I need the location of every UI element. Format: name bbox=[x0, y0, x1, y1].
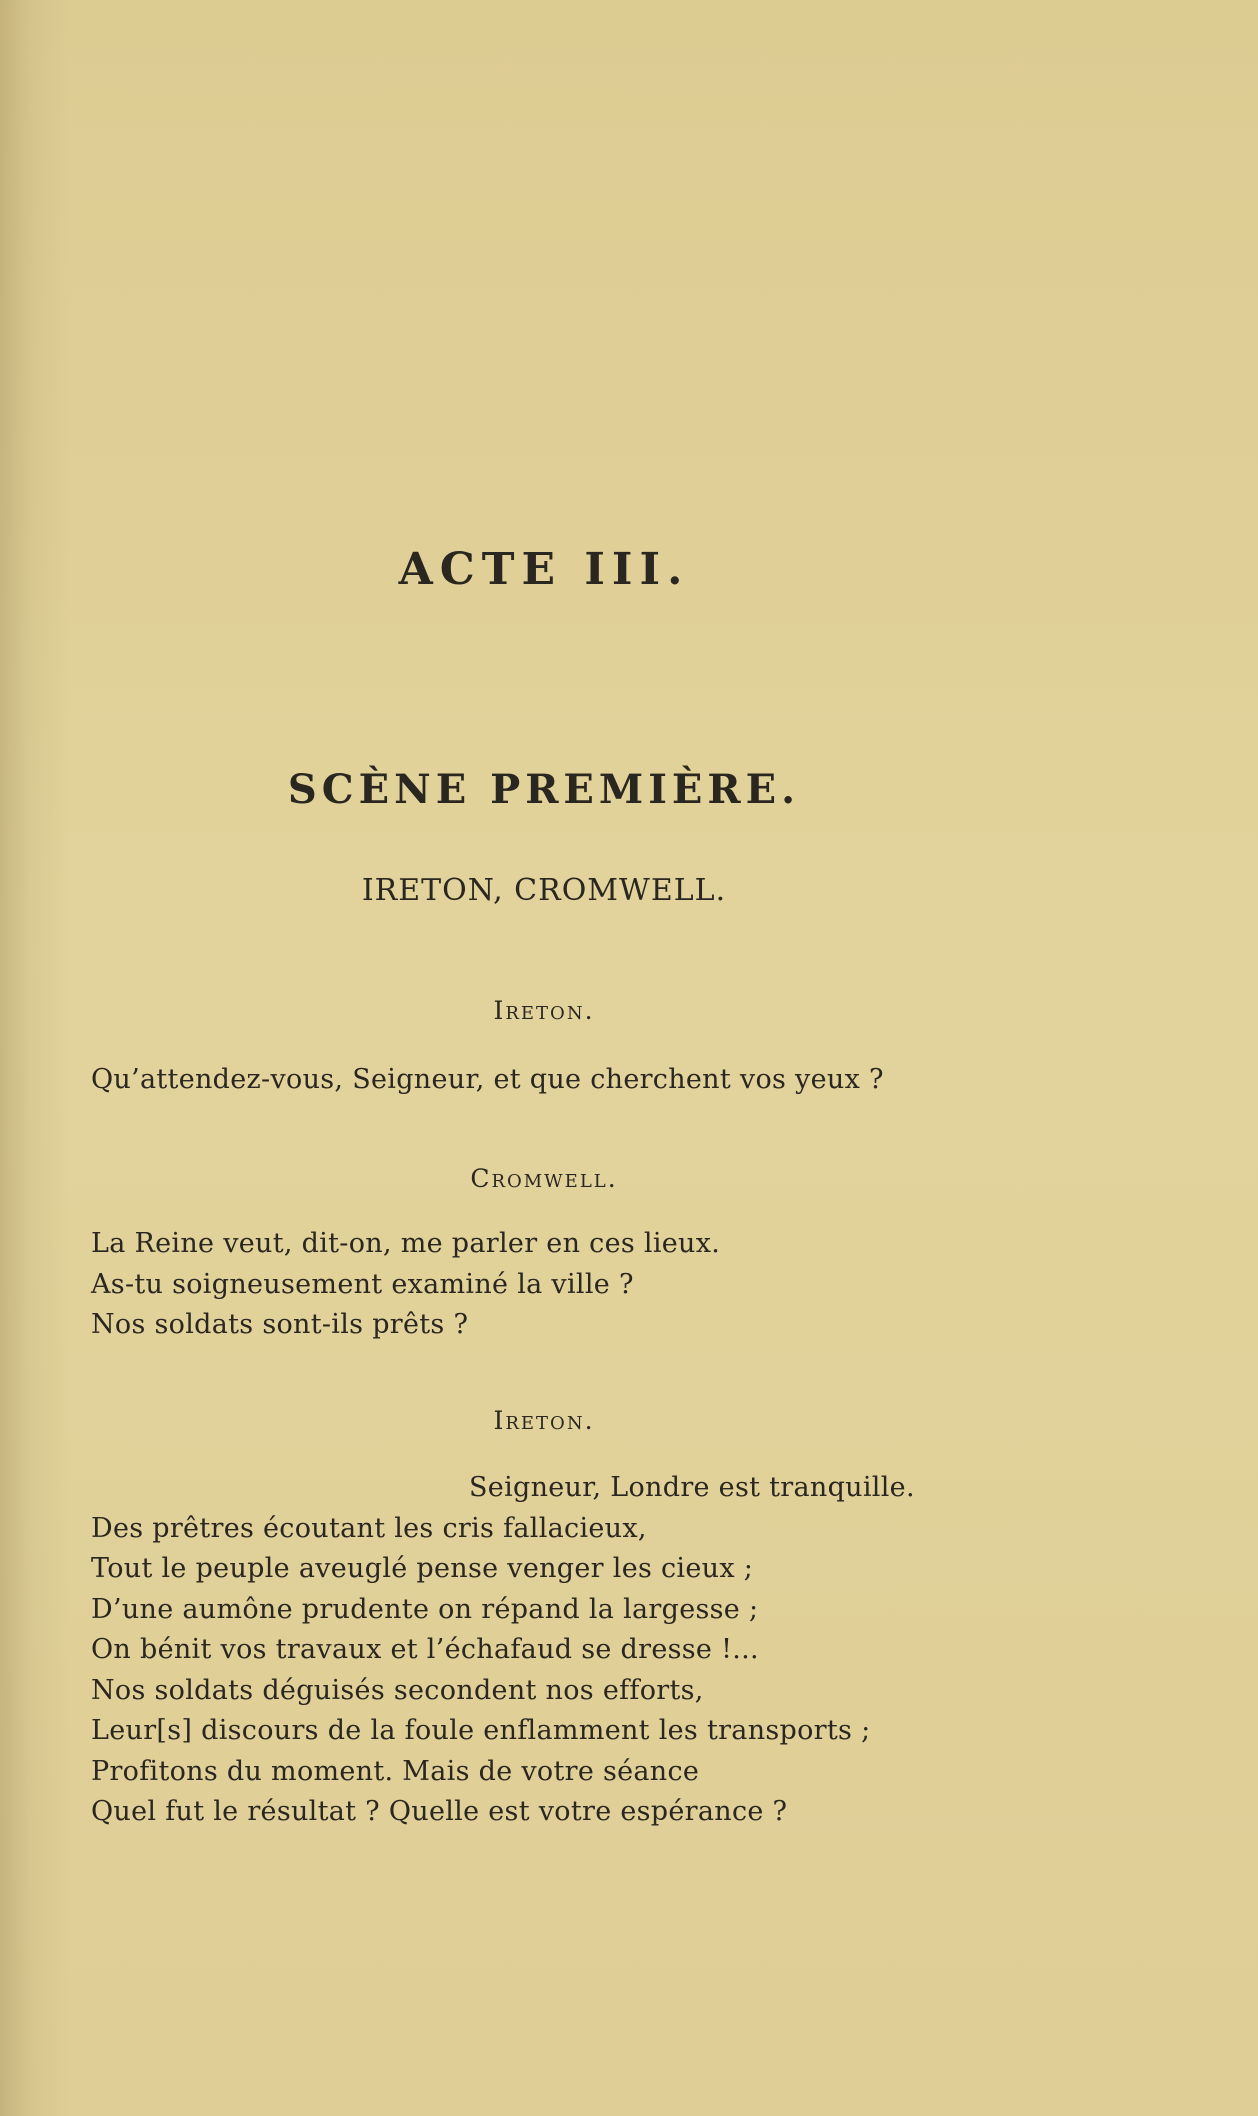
speaker-ireton: Ireton. bbox=[493, 996, 595, 1025]
verse-line: Nos soldats déguisés secondent nos efforts, bbox=[91, 1675, 704, 1706]
verse-line: La Reine veut, dit-on, me parler en ces lieux. bbox=[91, 1228, 721, 1259]
verse-line: As-tu soigneusement examiné la ville ? bbox=[91, 1269, 634, 1300]
scene-title: SCÈNE PREMIÈRE. bbox=[287, 766, 801, 813]
verse-line: Qu’attendez-vous, Seigneur, et que cherchent vos yeux ? bbox=[91, 1064, 884, 1095]
scene-characters: IRETON, CROMWELL. bbox=[361, 873, 727, 908]
speaker-cromwell: Cromwell. bbox=[470, 1164, 618, 1193]
verse-line: Profitons du moment. Mais de votre séance bbox=[91, 1756, 700, 1787]
act-title: ACTE III. bbox=[398, 544, 690, 595]
speaker-ireton: Ireton. bbox=[493, 1406, 595, 1435]
verse-line: Tout le peuple aveuglé pense venger les cieux ; bbox=[91, 1553, 754, 1584]
verse-line: Des prêtres écoutant les cris fallacieux, bbox=[91, 1513, 647, 1544]
verse-line: Leur[s] discours de la foule enflamment les transports ; bbox=[91, 1715, 871, 1746]
verse-line: D’une aumône prudente on répand la largesse ; bbox=[91, 1594, 759, 1625]
verse-line: Quel fut le résultat ? Quelle est votre espérance ? bbox=[91, 1796, 788, 1827]
verse-line: Nos soldats sont-ils prêts ? bbox=[91, 1309, 469, 1340]
verse-line: On bénit vos travaux et l’échafaud se dresse !... bbox=[91, 1634, 759, 1665]
verse-line: Seigneur, Londre est tranquille. bbox=[469, 1472, 915, 1503]
